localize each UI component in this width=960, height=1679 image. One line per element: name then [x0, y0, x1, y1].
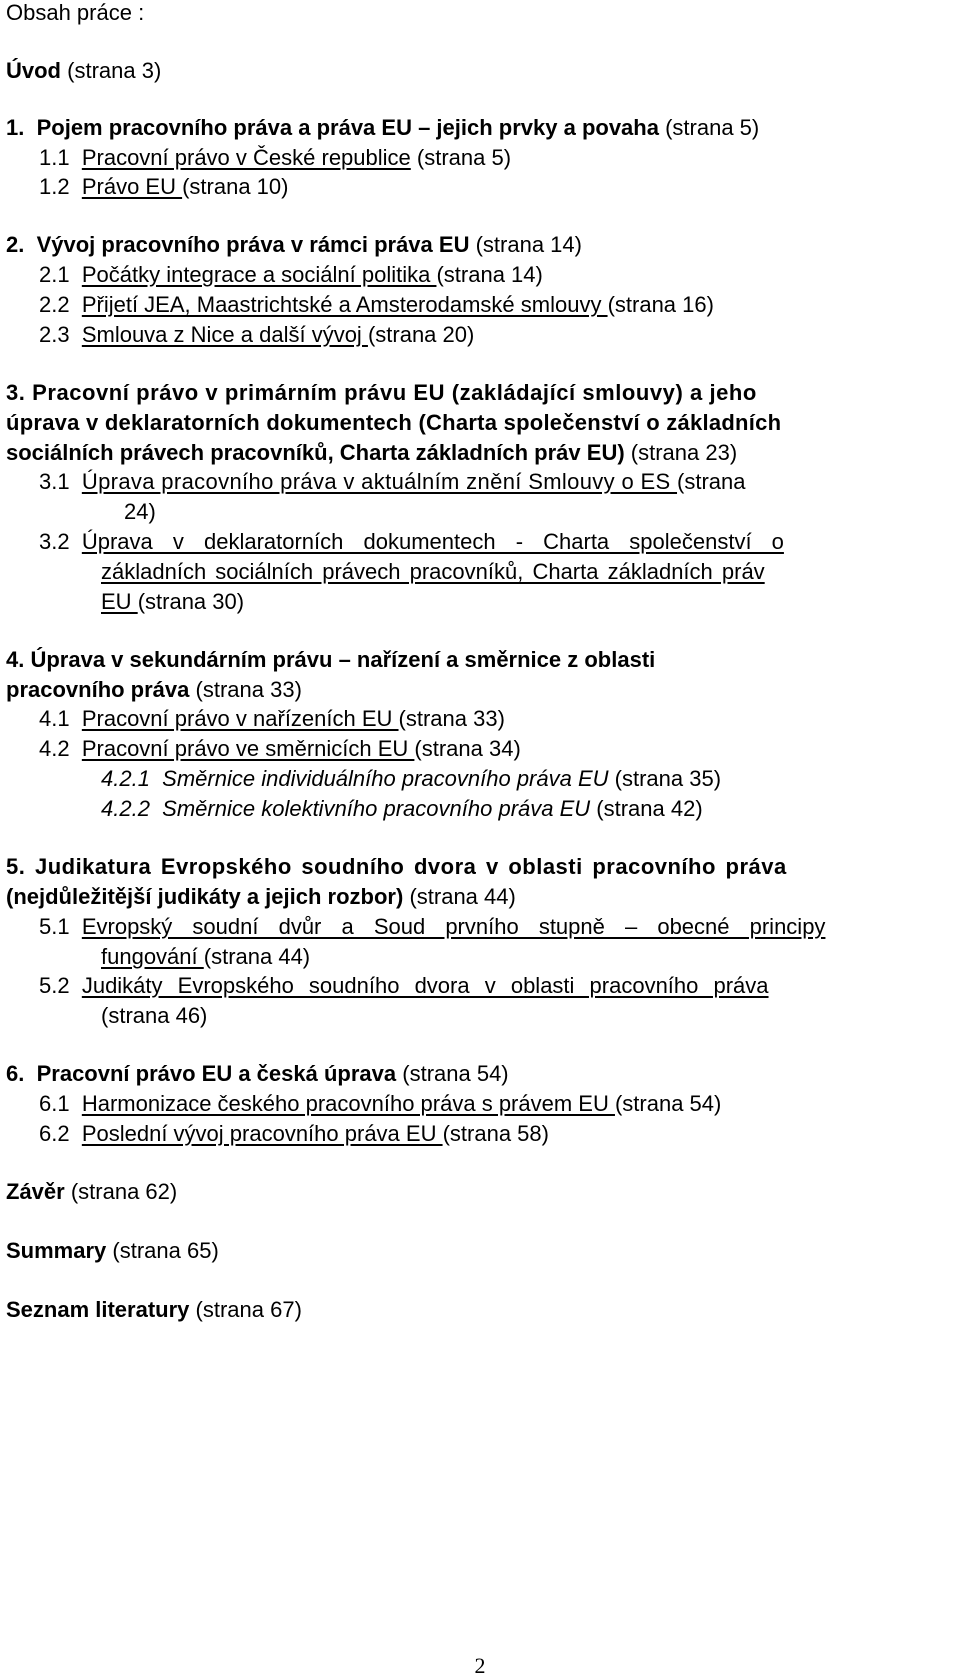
section-number: 2.	[6, 232, 25, 257]
item-page: (strana 16)	[607, 292, 714, 317]
entry-title: Závěr	[6, 1179, 65, 1204]
toc-section-1	[6, 113, 759, 143]
item-number: 2.1	[39, 262, 70, 287]
section-page: (strana 23)	[630, 440, 738, 465]
item-title: Harmonizace českého pracovního práva s právem EU	[81, 1091, 615, 1116]
section-number: 6.	[6, 1061, 25, 1086]
toc-item-2-2	[39, 290, 714, 320]
toc-item-3-2-line-3	[101, 587, 244, 617]
entry-title: Úvod	[6, 58, 61, 83]
toc-item-2-1	[39, 260, 543, 290]
section-title-part: úprava v deklaratorních dokumentech (Charta společenství o základních	[6, 410, 782, 435]
entry-page: (strana 3)	[67, 58, 162, 83]
item-title: Pracovní právo v nařízeních EU	[81, 706, 399, 731]
toc-entry-summary	[6, 1236, 219, 1266]
section-page: (strana 44)	[409, 884, 516, 909]
item-number: 6.1	[39, 1091, 70, 1116]
subitem-title: Směrnice individuálního pracovního práva EU	[162, 766, 609, 791]
item-number: 4.2	[39, 736, 70, 761]
section-title-part: pracovního práva	[6, 677, 190, 702]
item-title: Pracovní právo ve směrnicích EU	[81, 736, 415, 761]
item-title: Poslední vývoj pracovního práva EU	[81, 1121, 443, 1146]
entry-title: Summary	[6, 1238, 107, 1263]
toc-section-4-line-2	[6, 675, 302, 705]
item-title: Počátky integrace a sociální politika	[81, 262, 437, 287]
toc-entry-zaver	[6, 1177, 177, 1207]
page-number: 2	[474, 1653, 486, 1678]
item-page: (strana 5)	[416, 145, 512, 170]
toc-item-3-2	[39, 527, 784, 557]
toc-item-1-2	[39, 172, 288, 202]
section-title-part: sociálních právech pracovníků, Charta základních práv EU)	[6, 440, 625, 465]
item-title-part: EU	[101, 589, 138, 614]
item-page: (strana	[677, 469, 746, 494]
item-number: 3.2	[39, 529, 70, 554]
toc-item-6-1	[39, 1089, 721, 1119]
item-page: (strana 46)	[101, 1003, 208, 1028]
item-number: 3.1	[39, 469, 70, 494]
item-title: Judikáty Evropského soudního dvora v oblasti pracovního práva	[81, 973, 769, 998]
toc-subitem-4-2-1	[101, 764, 721, 794]
item-page: (strana 10)	[182, 174, 289, 199]
item-title: Pracovní právo v České republice	[81, 145, 411, 170]
toc-item-3-1-continued	[124, 497, 156, 527]
item-title: Evropský soudní dvůr a Soud prvního stupně – obecné principy	[81, 914, 826, 939]
toc-item-5-1-line-2	[101, 942, 310, 972]
toc-item-3-2-line-2	[101, 557, 765, 587]
section-title-part: 3. Pracovní právo v primárním právu EU (zakládající smlouvy) a jeho	[6, 380, 757, 405]
toc-item-4-2	[39, 734, 521, 764]
item-title-part: základních sociálních právech pracovníků, Charta základních práv	[101, 559, 765, 584]
item-page: (strana 30)	[137, 589, 245, 614]
subitem-number: 4.2.2	[101, 796, 150, 821]
toc-item-5-1	[39, 912, 825, 942]
toc-section-5-line-1	[6, 852, 787, 882]
item-page: (strana 54)	[614, 1091, 722, 1116]
section-title-part: 5. Judikatura Evropského soudního dvora v oblasti pracovního práva	[6, 854, 787, 879]
entry-page: (strana 62)	[70, 1179, 178, 1204]
toc-item-2-3	[39, 320, 474, 350]
toc-item-5-2-line-2	[101, 1001, 207, 1031]
item-page: (strana 14)	[436, 262, 543, 287]
toc-section-3-line-1	[6, 378, 950, 408]
section-title-part: (nejdůležitější judikáty a jejich rozbor)	[6, 884, 404, 909]
subitem-number: 4.2.1	[101, 766, 150, 791]
toc-item-6-2	[39, 1119, 549, 1149]
toc-entry-uvod	[6, 56, 161, 86]
toc-item-3-1	[39, 467, 746, 497]
entry-page: (strana 65)	[112, 1238, 219, 1263]
page-heading: Obsah práce :	[6, 0, 145, 25]
toc-item-4-1	[39, 704, 505, 734]
item-number: 1.1	[39, 145, 70, 170]
section-title: Pracovní právo EU a česká úprava	[36, 1061, 397, 1086]
section-page: (strana 33)	[195, 677, 302, 702]
entry-page: (strana 67)	[195, 1297, 302, 1322]
subitem-page: (strana 35)	[614, 766, 722, 791]
item-number: 2.3	[39, 322, 70, 347]
subitem-title: Směrnice kolektivního pracovního práva EU	[162, 796, 591, 821]
subitem-page: (strana 42)	[596, 796, 703, 821]
item-page: 24)	[124, 499, 156, 524]
toc-entry-literatura	[6, 1295, 302, 1325]
item-number: 5.2	[39, 973, 70, 998]
item-title: Úprava pracovního práva v aktuálním znění Smlouvy o ES	[81, 469, 678, 494]
item-page: (strana 33)	[398, 706, 505, 731]
toc-item-1-1	[39, 143, 511, 173]
item-page: (strana 58)	[442, 1121, 549, 1146]
section-title: Vývoj pracovního práva v rámci práva EU	[36, 232, 470, 257]
item-number: 4.1	[39, 706, 70, 731]
item-title-part: fungování	[101, 944, 204, 969]
section-page: (strana 14)	[475, 232, 582, 257]
section-page: (strana 54)	[402, 1061, 509, 1086]
item-title: Právo EU	[81, 174, 183, 199]
item-title: Úprava v deklaratorních dokumentech - Charta společenství o	[81, 529, 784, 554]
toc-subitem-4-2-2	[101, 794, 703, 824]
item-page: (strana 44)	[203, 944, 311, 969]
toc-section-2	[6, 230, 582, 260]
item-number: 5.1	[39, 914, 70, 939]
item-number: 6.2	[39, 1121, 70, 1146]
item-page: (strana 20)	[367, 322, 475, 347]
toc-section-3-line-3	[6, 438, 737, 468]
item-page: (strana 34)	[414, 736, 521, 761]
section-title-part: 4. Úprava v sekundárním právu – nařízení a směrnice z oblasti	[6, 647, 656, 672]
item-number: 1.2	[39, 174, 70, 199]
toc-item-5-2	[39, 971, 769, 1001]
toc-section-4-line-1	[6, 645, 655, 675]
item-title: Smlouva z Nice a další vývoj	[81, 322, 368, 347]
section-page: (strana 5)	[665, 115, 760, 140]
item-title: Přijetí JEA, Maastrichtské a Amsterodamské smlouvy	[81, 292, 608, 317]
item-number: 2.2	[39, 292, 70, 317]
toc-section-3-line-2	[6, 408, 781, 438]
toc-section-6	[6, 1059, 509, 1089]
toc-section-5-line-2	[6, 882, 516, 912]
section-title: Pojem pracovního práva a práva EU – jejich prvky a povaha	[36, 115, 659, 140]
section-number: 1.	[6, 115, 25, 140]
entry-title: Seznam literatury	[6, 1297, 190, 1322]
